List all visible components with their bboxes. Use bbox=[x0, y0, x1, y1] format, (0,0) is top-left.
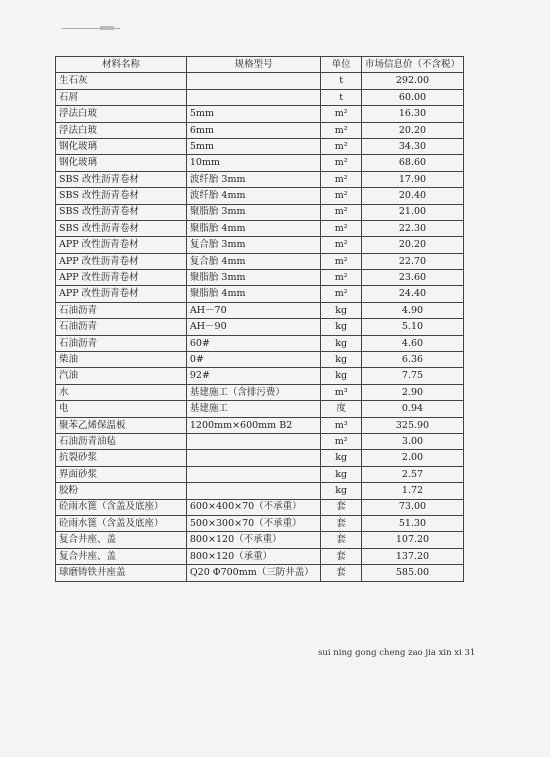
cell-price: 22.30 bbox=[361, 220, 463, 236]
cell-price: 2.57 bbox=[361, 466, 463, 482]
cell-price: 5.10 bbox=[361, 319, 463, 335]
cell-price: 7.75 bbox=[361, 368, 463, 384]
cell-material-name: 石油沥青 bbox=[56, 335, 187, 351]
cell-unit: 套 bbox=[321, 515, 362, 531]
table-row bbox=[56, 335, 464, 351]
cell-unit: m² bbox=[321, 155, 362, 171]
cell-price: 34.30 bbox=[361, 138, 463, 154]
cell-spec-model: 5mm bbox=[186, 138, 320, 154]
cell-spec-model: 聚脂胎 3mm bbox=[186, 204, 320, 220]
table-row bbox=[56, 401, 464, 417]
cell-unit: kg bbox=[321, 352, 362, 368]
cell-unit: kg bbox=[321, 450, 362, 466]
cell-unit: m² bbox=[321, 286, 362, 302]
cell-unit: m² bbox=[321, 122, 362, 138]
table-row bbox=[56, 466, 464, 482]
material-price-table bbox=[55, 56, 464, 582]
table-row bbox=[56, 433, 464, 449]
cell-spec-model: 0# bbox=[186, 352, 320, 368]
cell-price: 0.94 bbox=[361, 401, 463, 417]
table-row bbox=[56, 352, 464, 368]
table-row bbox=[56, 515, 464, 531]
cell-material-name: SBS 改性沥青卷材 bbox=[56, 220, 187, 236]
cell-material-name: 复合井座、盖 bbox=[56, 532, 187, 548]
cell-spec-model: 5mm bbox=[186, 106, 320, 122]
cell-unit: m² bbox=[321, 433, 362, 449]
cell-spec-model: 6mm bbox=[186, 122, 320, 138]
cell-unit: m² bbox=[321, 220, 362, 236]
cell-price: 137.20 bbox=[361, 548, 463, 564]
cell-spec-model: 波纤胎 4mm bbox=[186, 188, 320, 204]
table-row bbox=[56, 302, 464, 318]
cell-material-name: SBS 改性沥青卷材 bbox=[56, 188, 187, 204]
cell-material-name: APP 改性沥青卷材 bbox=[56, 237, 187, 253]
cell-unit: 套 bbox=[321, 548, 362, 564]
cell-material-name: 石屑 bbox=[56, 89, 187, 105]
table-row bbox=[56, 499, 464, 515]
cell-spec-model: 92# bbox=[186, 368, 320, 384]
cell-unit: kg bbox=[321, 319, 362, 335]
table-row bbox=[56, 204, 464, 220]
table-row bbox=[56, 417, 464, 433]
cell-spec-model: 波纤胎 3mm bbox=[186, 171, 320, 187]
cell-price: 23.60 bbox=[361, 270, 463, 286]
table-row bbox=[56, 319, 464, 335]
cell-unit: kg bbox=[321, 368, 362, 384]
cell-price: 4.90 bbox=[361, 302, 463, 318]
cell-price: 3.00 bbox=[361, 433, 463, 449]
cell-unit: m² bbox=[321, 171, 362, 187]
cell-material-name: SBS 改性沥青卷材 bbox=[56, 204, 187, 220]
cell-unit: m² bbox=[321, 253, 362, 269]
cell-spec-model: 800×120（承重） bbox=[186, 548, 320, 564]
cell-material-name: 石油沥青 bbox=[56, 302, 187, 318]
cell-price: 4.60 bbox=[361, 335, 463, 351]
cell-spec-model: Q20 Φ700mm（三防井盖） bbox=[186, 565, 320, 581]
cell-price: 292.00 bbox=[361, 73, 463, 89]
cell-spec-model bbox=[186, 466, 320, 482]
table-row bbox=[56, 220, 464, 236]
header-spec-model: 规格型号 bbox=[186, 57, 320, 73]
cell-material-name: 钢化玻璃 bbox=[56, 138, 187, 154]
cell-material-name: 聚苯乙烯保温板 bbox=[56, 417, 187, 433]
cell-unit: m² bbox=[321, 188, 362, 204]
table-row bbox=[56, 106, 464, 122]
table-row bbox=[56, 532, 464, 548]
cell-spec-model: 500×300×70（不承重） bbox=[186, 515, 320, 531]
cell-unit: m² bbox=[321, 237, 362, 253]
cell-material-name: 钢化玻璃 bbox=[56, 155, 187, 171]
cell-material-name: 胶粉 bbox=[56, 483, 187, 499]
cell-material-name: 石油沥青 bbox=[56, 319, 187, 335]
cell-spec-model bbox=[186, 89, 320, 105]
cell-price: 20.40 bbox=[361, 188, 463, 204]
cell-material-name: APP 改性沥青卷材 bbox=[56, 270, 187, 286]
header-unit: 单位 bbox=[321, 57, 362, 73]
cell-spec-model bbox=[186, 73, 320, 89]
header-market-price: 市场信息价（不含税） bbox=[361, 57, 463, 73]
cell-material-name: 石油沥青油毡 bbox=[56, 433, 187, 449]
table-row bbox=[56, 138, 464, 154]
cell-spec-model: 基建施工（含排污费） bbox=[186, 384, 320, 400]
table-row bbox=[56, 565, 464, 581]
cell-spec-model: 聚脂胎 4mm bbox=[186, 286, 320, 302]
cell-material-name: APP 改性沥青卷材 bbox=[56, 253, 187, 269]
cell-spec-model: 基建施工 bbox=[186, 401, 320, 417]
table-row bbox=[56, 450, 464, 466]
cell-spec-model: 600×400×70（不承重） bbox=[186, 499, 320, 515]
page-footer: sui ning gong cheng zao jia xin xi 31 bbox=[318, 648, 476, 658]
cell-material-name: 球磨铸铁井座盖 bbox=[56, 565, 187, 581]
cell-price: 17.90 bbox=[361, 171, 463, 187]
cell-material-name: 浮法白玻 bbox=[56, 122, 187, 138]
cell-material-name: 抗裂砂浆 bbox=[56, 450, 187, 466]
cell-unit: m² bbox=[321, 270, 362, 286]
cell-price: 68.60 bbox=[361, 155, 463, 171]
cell-price: 585.00 bbox=[361, 565, 463, 581]
cell-price: 2.00 bbox=[361, 450, 463, 466]
cell-spec-model: 聚脂胎 3mm bbox=[186, 270, 320, 286]
cell-price: 21.00 bbox=[361, 204, 463, 220]
cell-unit: 度 bbox=[321, 401, 362, 417]
top-smudge-mark bbox=[100, 26, 114, 30]
cell-price: 22.70 bbox=[361, 253, 463, 269]
table-row bbox=[56, 73, 464, 89]
cell-price: 325.90 bbox=[361, 417, 463, 433]
table-row bbox=[56, 286, 464, 302]
table-row bbox=[56, 188, 464, 204]
cell-price: 60.00 bbox=[361, 89, 463, 105]
cell-unit: 套 bbox=[321, 532, 362, 548]
cell-unit: m² bbox=[321, 138, 362, 154]
cell-price: 16.30 bbox=[361, 106, 463, 122]
header-material-name: 材料名称 bbox=[56, 57, 187, 73]
cell-spec-model bbox=[186, 483, 320, 499]
table-body bbox=[56, 73, 464, 581]
cell-material-name: 生石灰 bbox=[56, 73, 187, 89]
cell-unit: m² bbox=[321, 106, 362, 122]
cell-material-name: 水 bbox=[56, 384, 187, 400]
table-row bbox=[56, 171, 464, 187]
table-row bbox=[56, 237, 464, 253]
cell-spec-model: 复合胎 4mm bbox=[186, 253, 320, 269]
cell-unit: 套 bbox=[321, 499, 362, 515]
cell-unit: m³ bbox=[321, 417, 362, 433]
cell-spec-model: 800×120（不承重） bbox=[186, 532, 320, 548]
cell-unit: t bbox=[321, 73, 362, 89]
cell-spec-model: 复合胎 3mm bbox=[186, 237, 320, 253]
cell-price: 20.20 bbox=[361, 122, 463, 138]
cell-price: 1.72 bbox=[361, 483, 463, 499]
cell-unit: kg bbox=[321, 302, 362, 318]
cell-unit: t bbox=[321, 89, 362, 105]
table-row bbox=[56, 270, 464, 286]
cell-price: 20.20 bbox=[361, 237, 463, 253]
cell-material-name: 电 bbox=[56, 401, 187, 417]
cell-spec-model: 聚脂胎 4mm bbox=[186, 220, 320, 236]
cell-material-name: SBS 改性沥青卷材 bbox=[56, 171, 187, 187]
cell-unit: kg bbox=[321, 335, 362, 351]
cell-spec-model: 1200mm×600mm B2 bbox=[186, 417, 320, 433]
cell-price: 24.40 bbox=[361, 286, 463, 302]
cell-material-name: APP 改性沥青卷材 bbox=[56, 286, 187, 302]
cell-material-name: 界面砂浆 bbox=[56, 466, 187, 482]
cell-spec-model bbox=[186, 433, 320, 449]
table-row bbox=[56, 155, 464, 171]
cell-material-name: 浮法白玻 bbox=[56, 106, 187, 122]
cell-price: 107.20 bbox=[361, 532, 463, 548]
cell-unit: 套 bbox=[321, 565, 362, 581]
cell-spec-model: 60# bbox=[186, 335, 320, 351]
table-row bbox=[56, 89, 464, 105]
cell-spec-model: AH－90 bbox=[186, 319, 320, 335]
cell-price: 51.30 bbox=[361, 515, 463, 531]
cell-unit: kg bbox=[321, 483, 362, 499]
cell-material-name: 砼雨水篦（含盖及底座） bbox=[56, 499, 187, 515]
table-row bbox=[56, 253, 464, 269]
cell-unit: m³ bbox=[321, 384, 362, 400]
table-row bbox=[56, 384, 464, 400]
cell-spec-model: AH－70 bbox=[186, 302, 320, 318]
table-row bbox=[56, 483, 464, 499]
cell-unit: m² bbox=[321, 204, 362, 220]
cell-price: 2.90 bbox=[361, 384, 463, 400]
cell-price: 6.36 bbox=[361, 352, 463, 368]
cell-material-name: 柴油 bbox=[56, 352, 187, 368]
table-row bbox=[56, 548, 464, 564]
table-row bbox=[56, 368, 464, 384]
table-row bbox=[56, 122, 464, 138]
cell-unit: kg bbox=[321, 466, 362, 482]
cell-material-name: 复合井座、盖 bbox=[56, 548, 187, 564]
cell-spec-model bbox=[186, 450, 320, 466]
cell-material-name: 汽油 bbox=[56, 368, 187, 384]
table-header-row bbox=[56, 57, 464, 73]
cell-material-name: 砼雨水篦（含盖及底座） bbox=[56, 515, 187, 531]
cell-price: 73.00 bbox=[361, 499, 463, 515]
cell-spec-model: 10mm bbox=[186, 155, 320, 171]
